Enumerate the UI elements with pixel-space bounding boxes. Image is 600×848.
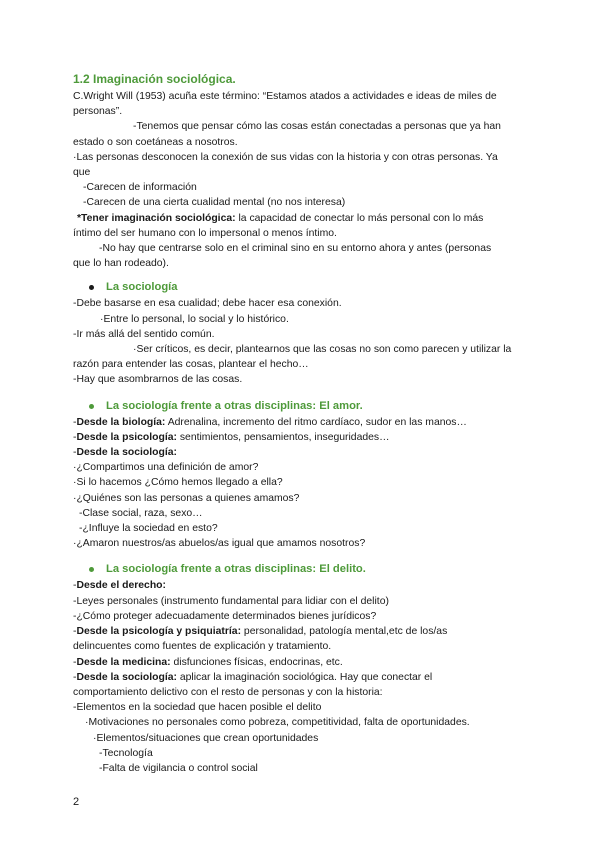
subsection-heading xyxy=(73,561,527,578)
text-line: íntimo del ser humano con lo impersonal o menos íntimo. xyxy=(73,227,337,239)
text-line: -Hay que asombrarnos de las cosas. xyxy=(73,374,243,386)
text-span: Adrenalina, incremento del ritmo cardíaco, sudor en las manos… xyxy=(165,416,467,428)
bold-term: Desde la biología: xyxy=(76,416,166,428)
bullet-icon xyxy=(89,567,94,572)
bold-term: *Tener imaginación sociológica: xyxy=(77,212,236,224)
text-line: delincuentes como fuentes de explicación y tratamiento. xyxy=(73,641,332,653)
subsection-heading xyxy=(73,398,527,415)
bold-term: Desde la sociología: xyxy=(76,447,177,459)
text-line: -Desde la sociología: aplicar la imaginación sociológica. Hay que conectar el xyxy=(73,671,433,683)
spacer xyxy=(73,271,527,279)
subsection-title: La sociología frente a otras disciplinas: El amor. xyxy=(106,399,363,412)
text-line: -Desde la biología: Adrenalina, incremento del ritmo cardíaco, sudor en las manos… xyxy=(73,416,467,428)
text-line: -Clase social, raza, sexo… xyxy=(79,507,203,519)
text-span: la capacidad de conectar lo más personal con lo más xyxy=(235,212,484,224)
text-line: ·Ser críticos, es decir, plantearnos que las cosas no son como parecen y utilizar la xyxy=(133,344,512,356)
bold-term: Desde la medicina: xyxy=(76,656,171,668)
bold-term: Desde la psicología: xyxy=(76,431,177,443)
text-line: comportamiento delictivo con el resto de personas y con la historia: xyxy=(73,686,383,698)
bullet-icon xyxy=(89,404,94,409)
text-span: sentimientos, pensamientos, inseguridades… xyxy=(176,431,390,443)
text-span: aplicar la imaginación sociológica. Hay que conectar el xyxy=(176,671,433,683)
text-line: ·Elementos/situaciones que crean oportunidades xyxy=(93,732,319,744)
section-heading: 1.2 Imaginación sociológica. xyxy=(73,72,236,86)
subsection-title: La sociología xyxy=(106,281,178,294)
text-line: -¿Influye la sociedad en esto? xyxy=(79,523,218,535)
subsection-heading xyxy=(73,279,527,296)
text-line: -Desde la medicina: disfunciones físicas, endocrinas, etc. xyxy=(73,656,343,668)
text-line: C.Wright Will (1953) acuña este término: “Estamos atados a actividades e ideas de miles de xyxy=(73,91,497,102)
page-number: 2 xyxy=(73,796,80,808)
text-line: ·Entre lo personal, lo social y lo histórico. xyxy=(100,313,289,325)
spacer xyxy=(73,551,527,561)
text-line: -Carecen de información xyxy=(83,182,197,194)
text-line: que lo han rodeado). xyxy=(73,258,169,270)
bold-term: Desde la sociología: xyxy=(76,671,177,683)
spacer xyxy=(73,388,527,398)
text-line: personas”. xyxy=(73,106,123,118)
text-line: ·¿Compartimos una definición de amor? xyxy=(73,462,259,474)
document-body xyxy=(73,72,527,776)
text-line: -Desde la psicología y psiquiatría: personalidad, patología mental,etc de los/as xyxy=(73,626,448,638)
text-line: -Falta de vigilancia o control social xyxy=(99,762,258,774)
text-line: -Debe basarse en esa cualidad; debe hacer esa conexión. xyxy=(73,298,342,310)
text-line: -Tecnología xyxy=(99,747,153,759)
text-line: estado o son coetáneas a nosotros. xyxy=(73,136,238,148)
text-line: ·¿Quiénes son las personas a quienes amamos? xyxy=(73,492,300,504)
text-line: -Elementos en la sociedad que hacen posible el delito xyxy=(73,702,322,714)
text-line: ·Si lo hacemos ¿Cómo hemos llegado a ella? xyxy=(73,477,283,489)
text-line: -¿Cómo proteger adecuadamente determinados bienes jurídicos? xyxy=(73,610,377,622)
text-line: -No hay que centrarse solo en el criminal sino en su entorno ahora y antes (personas xyxy=(99,243,492,255)
text-line: -Desde el derecho: xyxy=(73,580,166,592)
text-line: -Ir más allá del sentido común. xyxy=(73,328,215,340)
text-line xyxy=(73,211,527,226)
text-line: -Desde la psicología: sentimientos, pensamientos, inseguridades… xyxy=(73,431,390,443)
bold-term: Desde el derecho: xyxy=(76,580,166,592)
bullet-icon xyxy=(89,285,94,290)
text-line: -Leyes personales (instrumento fundamental para lidiar con el delito) xyxy=(73,595,389,607)
text-line: -Carecen de una cierta cualidad mental (no nos interesa) xyxy=(83,197,346,209)
subsection-title: La sociología frente a otras disciplinas: El delito. xyxy=(106,563,366,576)
text-line: -Tenemos que pensar cómo las cosas están conectadas a personas que ya han xyxy=(133,121,501,133)
text-span: disfunciones físicas, endocrinas, etc. xyxy=(170,656,343,668)
text-span: personalidad, patología mental,etc de los/as xyxy=(241,626,448,638)
text-line: que xyxy=(73,167,91,179)
text-line: -Desde la sociología: xyxy=(73,447,177,459)
text-line: ·¿Amaron nuestros/as abuelos/as igual que amamos nosotros? xyxy=(73,538,366,550)
text-line: ·Las personas desconocen la conexión de sus vidas con la historia y con otras personas. Ya xyxy=(73,151,498,163)
text-line: ·Motivaciones no personales como pobreza, competitividad, falta de oportunidades. xyxy=(85,717,470,729)
text-line: razón para entender las cosas, plantear el hecho… xyxy=(73,359,309,371)
bold-term: Desde la psicología y psiquiatría: xyxy=(76,626,242,638)
